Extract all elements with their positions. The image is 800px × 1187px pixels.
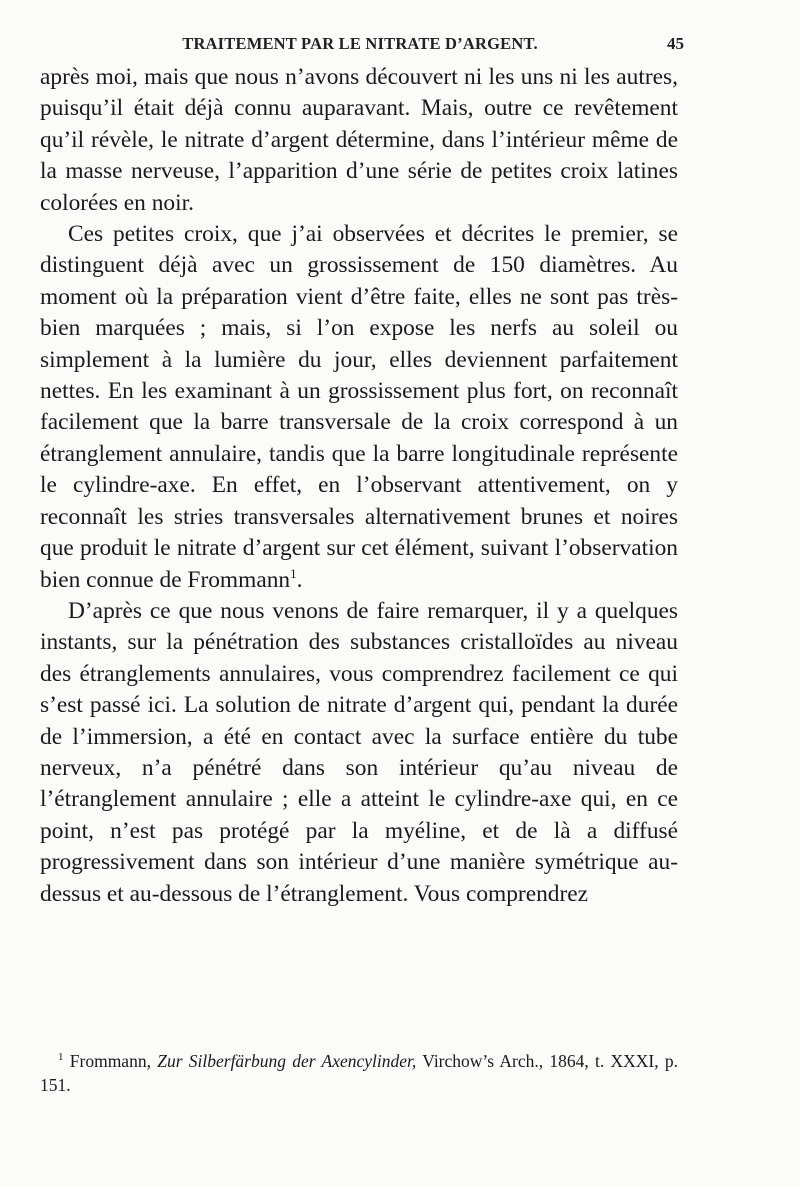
footnote-text: [40, 1050, 678, 1097]
footnote-reference[interactable]: 1: [290, 565, 297, 581]
body-text: [40, 62, 678, 910]
footnote-marker: 1: [58, 1051, 64, 1064]
paragraph-tail: .: [296, 566, 303, 593]
running-head: [40, 34, 684, 58]
page-number: 45: [667, 34, 684, 53]
footnote-citation: Virchow’s Arch., 1864, t. XXXI, p. 151.: [40, 1051, 679, 1095]
footnote-title: Zur Silberfärbung der Axencylinder,: [157, 1051, 417, 1071]
footnote-author: Frommann,: [69, 1051, 151, 1071]
running-title: TRAITEMENT PAR LE NITRATE D’ARGENT.: [182, 34, 538, 53]
paragraph: [40, 219, 678, 596]
paragraph: après moi, mais que nous n’avons découvert ni les uns ni les autres, puisqu’il était déjà connu auparavant. Mais, outre ce revêtement qu’il révèle, le nitrate d’argent détermine, dans l’intérieur même de la masse nerveuse, l’apparition d’une série de petites croix latines colorées en noir.: [40, 64, 678, 216]
footnote: [40, 1050, 678, 1097]
paragraph: D’après ce que nous venons de faire remarquer, il y a quelques instants, sur la pénétration des substances cristalloïdes au niveau des étranglements annulaires, vous comprendrez facilement ce qui s’est passé ici. La solution de nitrate d’argent qui, pendant la durée de l’immersion, a été en contact avec la surface entière du tube nerveux, n’a pénétré dans son intérieur qu’au niveau de l’étranglement annulaire ; elle a atteint le cylindre-axe qui, en ce point, n’est pas protégé par la myéline, et de là a diffusé progressivement dans son intérieur d’une manière symétrique au-dessus et au-dessous de l’étranglement. Vous comprendrez: [40, 597, 678, 907]
paragraph-text: Ces petites croix, que j’ai observées et décrites le premier, se distinguent déjà avec un grossissement de 150 diamètres. Au moment où la préparation vient d’être faite, elles ne sont pas très-bien marquées ; mais, si l’on expose les nerfs au soleil ou simplement à la lumière du jour, elles deviennent parfaitement nettes. En les examinant à un grossissement plus fort, on reconnaît facilement que la barre transversale de la croix correspond à un étranglement annulaire, tandis que la barre longitudinale représente le cylindre-axe. En effet, en l’observant attentivement, on y reconnaît les stries transversales alternativement brunes et noires que produit le nitrate d’argent sur cet élément, suivant l’observation bien connue de Frommann: [40, 221, 678, 593]
